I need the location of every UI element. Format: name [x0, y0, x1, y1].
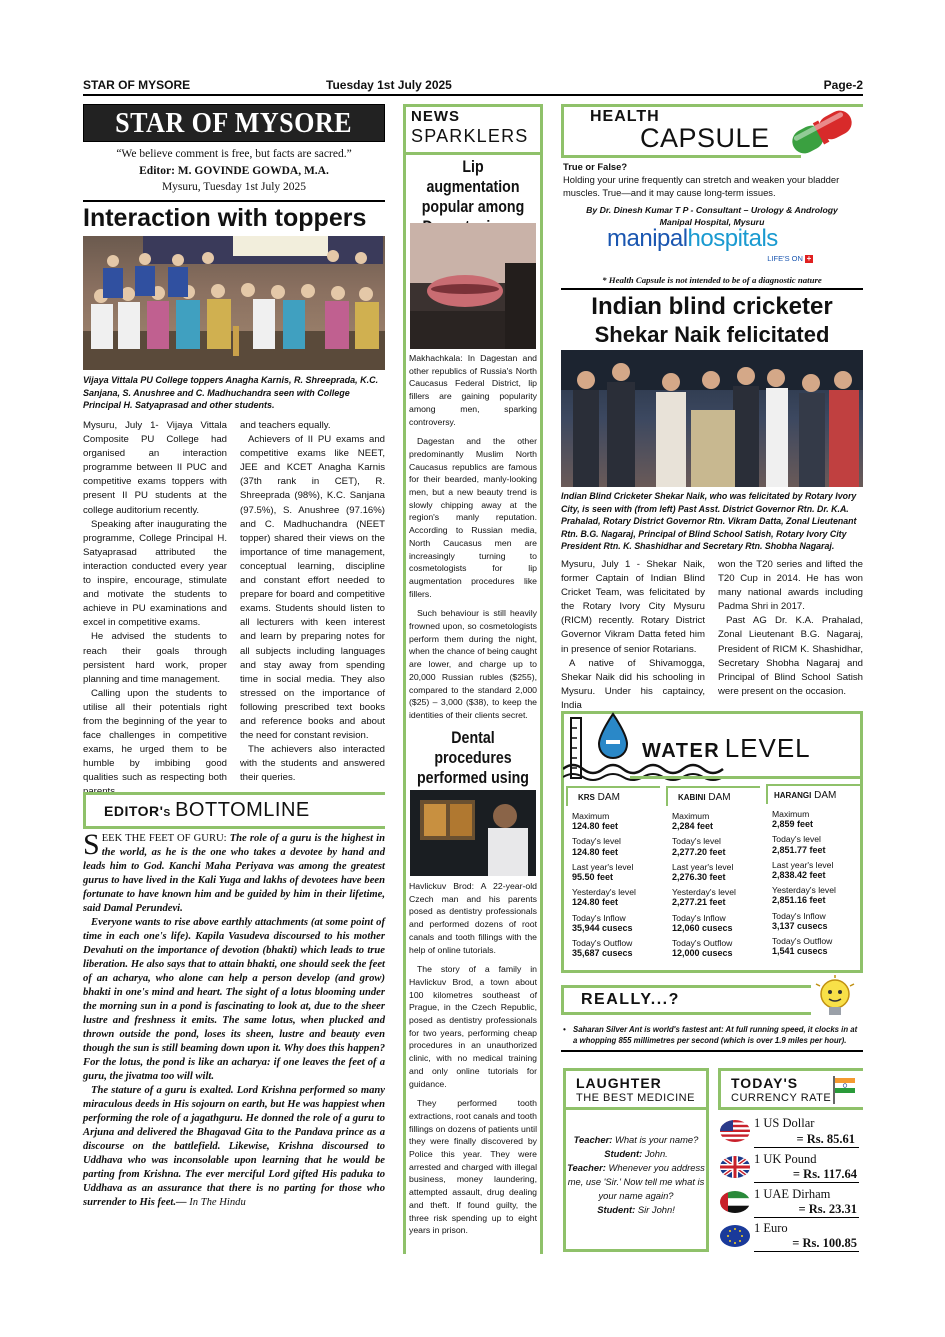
editor-label-bold: EDITOR's [104, 803, 171, 819]
harangi-v4: 3,137 cusecs [772, 920, 828, 931]
toppers-p1: Mysuru, July 1- Vijaya Vittala Composite PU College had organised an interaction programme between II PUC and competitive exams toppers with present II PU students at the college auditorium recently. [83, 420, 227, 516]
dam-harangi-light: DAM [814, 790, 837, 801]
dam-krs-rows [566, 806, 660, 958]
toppers-p5: and teachers equally. [240, 420, 331, 431]
editor-bottomline-text [83, 828, 385, 1210]
editor-p2: Everyone wants to rise above earthly attachments (at some point of time in each one's life). Kapila Vasudeva discoursed to his mother Devahuti on the importance of devotion (bhakti) which leads to true liberation. He also says that to attain bhakti, one should seek the feet of an acharya, who alone can help a person develop (and grow) bhakti in one's mind and heart. The sight of a lotus blooming under the morning sun in a pond is fascinating to look at, due to the sheer lustre and freshness it emits. The same lotus, when plucked and thrown outside the pond, loses its sheen, lustre and beauty even though the sun is still beaming down upon it. Why does this happen? For the lotus, the pond is like an acharya: if one leaves the feet of a guru, the jivatma too will wilt. [83, 917, 385, 1082]
cricketer-p1: Mysuru, July 1 - Shekar Naik, former Captain of Indian Blind Cricket Team, was felicitated by the Rotary Ivory City Mysuru (RICM) recently. Rotary District Governor Vikram Datta feted him in presence of senior Rotarians. [561, 559, 705, 655]
toppers-p7: The achievers also interacted with the students and answered their queries. [240, 744, 385, 784]
editor-bottomline-rule [83, 826, 385, 829]
krs-v1: 124.80 feet [572, 846, 619, 857]
lip-story [409, 352, 537, 722]
dam-harangi [766, 784, 860, 956]
health-hospital: Manipal Hospital, Mysuru [659, 217, 765, 227]
aed-rule [754, 1217, 859, 1218]
krs-v0: 124.80 feet [572, 821, 619, 832]
cricketer-photo [561, 350, 863, 487]
really-fact-text: Saharan Silver Ant is world's fastest ant: At full running speed, it clocks in at a whopping 855 millimetres per second (which is over 1.9 miles per hour). [573, 1025, 858, 1045]
usd-rule [754, 1147, 859, 1148]
dam-kabini-rows [666, 806, 760, 958]
joke-who-4: Student: [597, 1203, 636, 1215]
masthead-motto: “We believe comment is free, but facts are sacred.” [116, 148, 352, 160]
lip-photo-art [410, 223, 536, 349]
health-disclaimer: * Health Capsule is not intended to be of a diagnostic nature [602, 275, 822, 285]
lip-p2: Dagestan and the other predominantly Muslim North Caucasus republics are famous for their bearded, manly-looking men, but a new beauty trend is slowly chipping away at the region's manly reputation. According to Russian media, North Caucasus men are increasingly turning to cosmetologists for lip augmentation procedures like fillers. [409, 436, 537, 599]
rate-aed [718, 1185, 863, 1219]
health-label-light: CAPSULE [640, 123, 770, 153]
kabini-v4: 12,060 cusecs [672, 922, 733, 933]
logo-tag [767, 254, 813, 263]
krs-l1: Today's level [572, 836, 621, 847]
usd-value: = Rs. 85.61 [796, 1132, 855, 1146]
cricketer-headline-2: Shekar Naik felicitated [594, 322, 830, 347]
currency-label-bold: TODAY'S [731, 1075, 799, 1091]
dam-harangi-bold: HARANGI [774, 791, 812, 800]
toppers-headline: Interaction with toppers [83, 204, 367, 232]
dam-kabini-light: DAM [708, 792, 731, 803]
cricketer-p4: Past AG Dr. K.A. Prahalad, Zonal Lieutenant B.G. Nagaraj, President of RICM K. Shashidhar, Secretary Shobha Nagaraj and Principal of Blind School Satish were present on the occasion. [718, 615, 863, 697]
joke-line-4 [566, 1203, 706, 1217]
header-rule [83, 94, 863, 96]
editor-p1 [83, 828, 385, 916]
rate-usd [718, 1114, 863, 1150]
eur-unit: 1 Euro [754, 1221, 788, 1235]
harangi-v1: 2,851.77 feet [772, 844, 826, 855]
dam-harangi-rows [766, 804, 860, 956]
news-label-rule [403, 152, 543, 155]
eur-value: = Rs. 100.85 [792, 1236, 857, 1250]
harangi-l0: Maximum [772, 809, 810, 819]
news-sparklers-label [411, 108, 541, 147]
header-date: Tuesday 1st July 2025 [326, 78, 452, 92]
joke-who-3: Teacher: [567, 1161, 606, 1173]
currency-label-light: CURRENCY RATE [731, 1092, 832, 1104]
really-label: REALLY...? [581, 991, 680, 1008]
harangi-v0: 2,859 feet [772, 819, 814, 830]
dental-photo-art [410, 790, 536, 876]
cricketer-headline-1: Indian blind cricketer [591, 293, 833, 320]
usd-unit: 1 US Dollar [754, 1116, 815, 1130]
kabini-l2: Last year's level [672, 861, 734, 872]
health-question: True or False? [563, 161, 628, 172]
header-page: Page-2 [823, 78, 863, 92]
health-bottom-rule [561, 288, 863, 290]
toppers-p2: Speaking after inaugurating the programme, College Principal H. Satyaprasad attributed the interaction conducted every year to inspire, encourage, stimulate and motivate the students to achieve in PU examinations and excel in competitive exams. [83, 518, 227, 629]
us-flag-icon [720, 1120, 750, 1142]
plus-icon: + [806, 254, 812, 263]
page-header [83, 78, 863, 94]
toppers-col2 [240, 419, 385, 785]
dental-story [409, 880, 537, 1237]
joke-who-2: Student: [604, 1147, 643, 1159]
harangi-l3: Yesterday's level [772, 885, 836, 896]
editor-para1: The role of a guru is the highest in the world, as he is the one who takes a devotee by hand and leads him to God. Kanchi Maha Periyava was among the greatest gurus to have lived in the Kali Yuga and lakhs of devotees have been fortunate to have known him and be guided by him in their lifetime, said Damal Perundevi. [83, 833, 385, 914]
harangi-v2: 2,838.42 feet [772, 870, 826, 881]
harangi-l1: Today's level [772, 834, 821, 845]
laughter-label [576, 1075, 695, 1105]
toppers-col1 [83, 419, 227, 800]
dam-krs-name [566, 786, 660, 806]
joke-who-1: Teacher: [573, 1134, 613, 1145]
bullet-icon: • [563, 1025, 566, 1034]
currency-label [731, 1075, 831, 1105]
toppers-photo [83, 236, 385, 370]
dam-krs-bold: KRS [578, 793, 595, 802]
kabini-l0: Maximum [672, 811, 710, 821]
krs-v3: 124.80 feet [572, 897, 619, 908]
aed-value: = Rs. 23.31 [798, 1202, 857, 1216]
krs-v5: 35,687 cusecs [572, 948, 633, 959]
dam-harangi-name [766, 784, 860, 804]
dam-krs-light: DAM [597, 792, 620, 803]
logo-tag-text: LIFE'S ON [767, 254, 803, 263]
health-by: By Dr. Dinesh Kumar T P - Consultant – Urology & Andrology [586, 205, 838, 215]
krs-v2: 95.50 feet [572, 872, 614, 883]
editor-p3 [83, 1084, 385, 1210]
health-label-bold: HEALTH [590, 108, 660, 125]
kabini-l4: Today's Inflow [672, 912, 726, 923]
krs-v4: 35,944 cusecs [572, 922, 633, 933]
laughter-label-light: THE BEST MEDICINE [576, 1092, 695, 1104]
cricketer-headline [561, 292, 863, 348]
krs-l2: Last year's level [572, 861, 634, 872]
dam-kabini [666, 786, 760, 958]
health-rule [561, 155, 801, 158]
aed-unit: 1 UAE Dirham [754, 1187, 831, 1201]
lip-headline: Lip augmentation popular among [421, 158, 525, 216]
currency-rule [718, 1107, 863, 1110]
kabini-v0: 2,284 feet [672, 821, 714, 832]
editor-lead: EEK THE FEET OF GURU: [101, 833, 227, 844]
joke-say-3: Whenever you address me, use 'Sir.' Now tell me what is your name again? [567, 1161, 705, 1201]
masthead-dateline: Mysuru, Tuesday 1st July 2025 [161, 181, 307, 193]
news-label-bold: NEWS [411, 108, 460, 125]
health-answer: Holding your urine frequently can stretch and weaken your bladder muscles. True—and it may cause long-term issues. [563, 174, 840, 198]
gbp-unit: 1 UK Pound [754, 1152, 817, 1166]
editor-label-light: BOTTOMLINE [175, 799, 310, 821]
harangi-l5: Today's Outflow [772, 936, 833, 947]
kabini-l5: Today's Outflow [672, 938, 733, 949]
header-paper: STAR OF MYSORE [83, 78, 191, 92]
water-label-rule [630, 776, 860, 779]
dental-p3: They performed tooth extractions, root canals and tooth fillings on dozens of patients until they were finally discovered by Police this year. They were arrested and charged with illegal business, money laundering, attempted assault, drug dealing and theft. If found guilty, the three risk spending up to eight years in prison. [409, 1098, 537, 1236]
gbp-rule [754, 1182, 859, 1183]
editor-source: In The Hindu [189, 1197, 246, 1208]
lip-photo [410, 223, 536, 349]
eur-rule [754, 1251, 859, 1252]
really-fact [563, 1024, 863, 1046]
dam-kabini-name [666, 786, 760, 806]
joke-line-2 [566, 1147, 706, 1161]
masthead-editor: Editor: M. GOVINDE GOWDA, M.A. [139, 164, 329, 177]
editor-para3: The stature of a guru is exalted. Lord Krishna performed so many miraculous deeds in His sojourn on earth, but He was happiest when performing the role of a jagathguru. He donned the role of a guru to Arjuna and delivered the Bhagavad Gita to the Pandava prince as a discourse on the battlefield. Likewise, Krishna discoursed to Uddhava who was inconsolable upon learning that he would be parting from Krishna. The ever merciful Lord gifted His paduka to Uddhava as an assurance that there is no parting for those who surrender to His feet.— [83, 1085, 385, 1208]
krs-l5: Today's Outflow [572, 938, 633, 949]
cricketer-col2 [718, 558, 863, 699]
lip-p3: Such behaviour is still heavily frowned upon, so cosmetologists perform them during the night, when the chance of being caught are lower, and charge up to 20,000 Russian rubles ($255), compared to the standard 2,000 ($25) – 3,000 ($38), to keep the identities of their clients secret. [409, 608, 537, 720]
water-label-light: LEVEL [724, 733, 811, 763]
dental-photo [410, 790, 536, 876]
cricketer-col1 [561, 558, 705, 713]
laughter-label-bold: LAUGHTER [576, 1075, 662, 1091]
water-label [642, 733, 811, 764]
joke-line-1 [566, 1133, 706, 1147]
harangi-l4: Today's Inflow [772, 910, 826, 921]
logo-text-a: manipal [607, 225, 688, 252]
news-label-light: SPARKLERS [411, 126, 529, 146]
pill-icon [782, 106, 862, 158]
really-rule [561, 1050, 863, 1052]
kabini-v2: 2,276.30 feet [672, 872, 726, 883]
harangi-v5: 1,541 cusecs [772, 946, 828, 957]
toppers-photo-art [83, 236, 385, 370]
dam-kabini-bold: KABINI [678, 793, 706, 802]
dental-headline: Dental procedures performed using [417, 729, 529, 787]
krs-l4: Today's Inflow [572, 912, 626, 923]
kabini-l3: Yesterday's level [672, 887, 736, 898]
water-label-bold: WATER [642, 740, 721, 762]
cricketer-photo-art [561, 350, 863, 487]
toppers-p6: Achievers of II PU exams and competitive exams like NEET, JEE and KCET Anagha Karnis (37th rank in CET), R. Shreeprada (98%), K.C. Sanjana (97.5%), S. Anushree (97.16%) and C. Madhuchandra (NEET topper) shared their views on the importance of time management, conceptual learning, discipline and constant effort needed to prepare for board and competitive exams. Students should listen to all lecturers with keen interest and learn by preparing notes for all subjects including languages and stay away from spending time in social media. They also stressed on the importance of following prescribed text books and reference books and about the need for constant revision. [240, 434, 385, 742]
kabini-v5: 12,000 cusecs [672, 948, 733, 959]
dental-p2: The story of a family in Havlickuv Brod, a town about 100 kilometres southeast of Prague, in the Czech Republic, posed as dentistry professionals for two years, performing cheap procedures in an unauthorized clinic, with no medical training and only online tutorials for guidance. [409, 964, 537, 1089]
logo-text-b: hospitals [687, 225, 778, 252]
uk-flag-icon [720, 1156, 750, 1178]
eu-flag-icon [720, 1225, 750, 1247]
editor-drop-cap: S [83, 828, 100, 861]
uae-flag-icon [720, 1191, 750, 1213]
laughter-text [566, 1133, 706, 1216]
lip-p1: Makhachkala: In Dagestan and other republics of Russia's North Caucasus Federal District, lip fillers are gaining popularity among men, sparking controversy. [409, 353, 537, 427]
joke-say-4: Sir John! [637, 1203, 675, 1215]
cricketer-caption: Indian Blind Cricketer Shekar Naik, who was felicitated by Rotary Ivory City, is seen with (from left) Past Asst. District Governor Rtn. Dr. K.A. Prahalad, Rotary District Governor Rtn. Vikram Datta, Zonal Lieutenant Rtn. B.G. Nagaraj, Principal of Blind School Satish, Rotary Ivory City President Rtn. K. Shashidhar and Secretary Rtn. Shobha Nagaraj. [561, 491, 857, 551]
harangi-v3: 2,851.16 feet [772, 895, 826, 906]
toppers-p4: Calling upon the students to utilise all their potentials right from the beginning of the year to face challenges in competitive exams, he urged them to be humble by imbibing good qualities such as respecting both parents [83, 687, 227, 798]
krs-l3: Yesterday's level [572, 887, 636, 898]
manipal-logo [607, 225, 817, 269]
toppers-p3: He advised the students to reach their goals through persistent hard work, proper planning and time management. [83, 631, 227, 685]
masthead-title: STAR OF MYSORE [115, 107, 353, 139]
masthead-info [83, 146, 385, 196]
joke-line-3 [566, 1161, 706, 1203]
cricketer-p2: A native of Shivamogga, Shekar Naik did his schooling in Mysuru. Under his captaincy, India [561, 657, 705, 711]
kabini-v1: 2,277.20 feet [672, 846, 726, 857]
joke-say-1: What is your name? [614, 1134, 699, 1145]
dam-krs [566, 786, 660, 958]
rate-eur [718, 1219, 863, 1253]
laughter-rule [563, 1107, 709, 1110]
kabini-l1: Today's level [672, 836, 721, 847]
health-text [563, 160, 863, 199]
currency-rates [718, 1114, 863, 1253]
cricketer-p3: won the T20 series and lifted the T20 Cup in 2014. He has won many national awards including Padma Shri in 2017. [718, 559, 863, 613]
editor-bottomline-label [83, 792, 385, 826]
toppers-caption: Vijaya Vittala PU College toppers Anagha Karnis, R. Shreeprada, K.C. Sanjana, S. Anushree and C. Madhuchandra seen with College Principal H. Satyaprasad and other students. [83, 375, 379, 410]
krs-l0: Maximum [572, 811, 610, 821]
masthead [83, 104, 385, 142]
dental-p1: Havlickuv Brod: A 22-year-old Czech man and his parents posed as dentistry professionals and performed dozens of root canals and tooth fillings with the help of online tutorials. [409, 881, 537, 955]
gbp-value: = Rs. 117.64 [792, 1167, 857, 1181]
rate-gbp [718, 1150, 863, 1185]
joke-say-2: John. [644, 1147, 668, 1159]
lightbulb-icon [812, 974, 858, 1022]
harangi-l2: Last year's level [772, 859, 834, 870]
kabini-v3: 2,277.21 feet [672, 897, 726, 908]
india-flag-icon [833, 1076, 855, 1104]
